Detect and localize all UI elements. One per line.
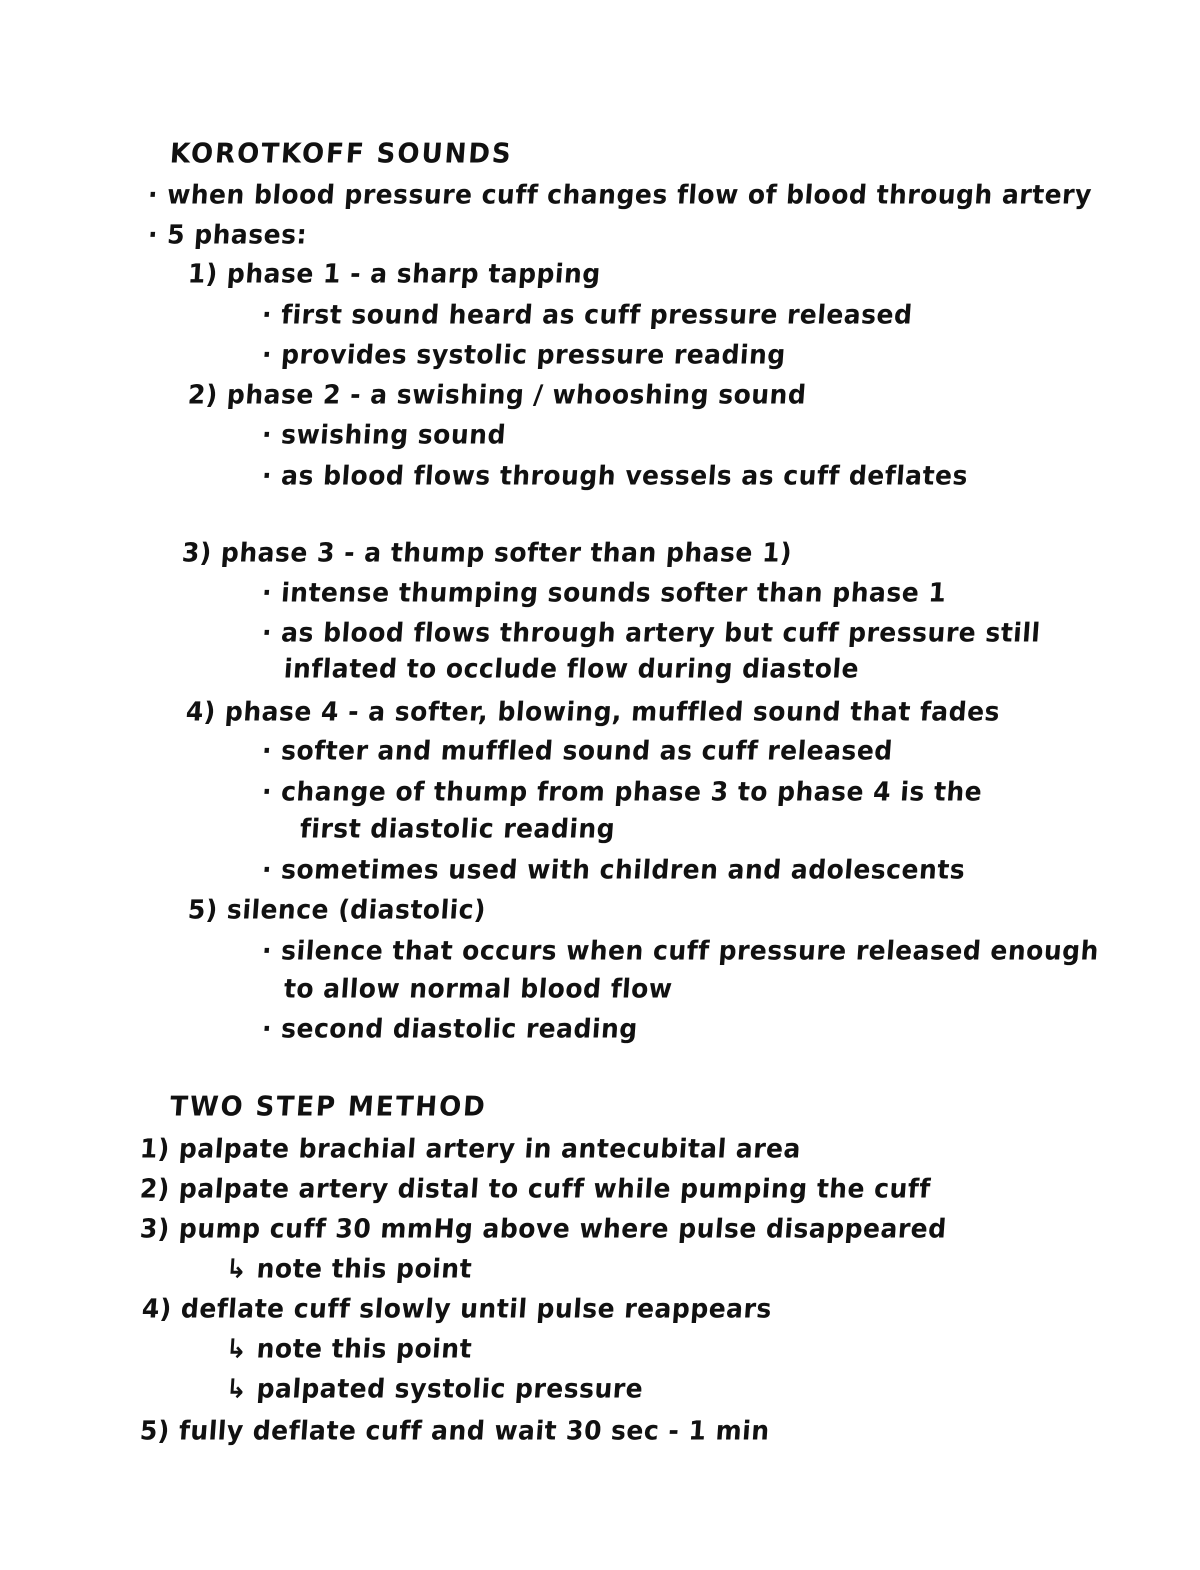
phase4-bullet-1: · softer and muffled sound as cuff released xyxy=(260,735,894,766)
korotkoff-heading: KOROTKOFF SOUNDS xyxy=(168,138,514,170)
korotkoff-intro: · when blood pressure cuff changes flow of blood through artery xyxy=(146,179,1093,210)
phase1-bullet-1: · first sound heard as cuff pressure released xyxy=(260,299,914,330)
two-step-step-3: 3) pump cuff 30 mmHg above where pulse disappeared xyxy=(138,1213,948,1244)
phase3-bullet-2: · as blood flows through artery but cuff pressure still xyxy=(260,617,1042,648)
two-step-step-4-note-2: ↳ palpated systolic pressure xyxy=(224,1373,645,1404)
phase4-title: 4) phase 4 - a softer, blowing, muffled sound that fades xyxy=(184,696,1002,727)
phase5-bullet-1-cont: to allow normal blood flow xyxy=(282,973,674,1004)
phase1-title: 1) phase 1 - a sharp tapping xyxy=(186,258,602,289)
phase5-bullet-2: · second diastolic reading xyxy=(260,1013,639,1044)
two-step-step-5: 5) fully deflate cuff and wait 30 sec - 1 min xyxy=(138,1415,771,1446)
two-step-step-4: 4) deflate cuff slowly until pulse reappears xyxy=(140,1293,773,1324)
two-step-heading: TWO STEP METHOD xyxy=(168,1091,488,1123)
phases-label: · 5 phases: xyxy=(146,219,309,250)
phase1-bullet-2: · provides systolic pressure reading xyxy=(260,339,787,370)
phase2-title: 2) phase 2 - a swishing / whooshing sound xyxy=(186,379,808,410)
two-step-step-3-note: ↳ note this point xyxy=(224,1253,474,1284)
two-step-step-4-note-1: ↳ note this point xyxy=(224,1333,474,1364)
phase4-bullet-3: · sometimes used with children and adolescents xyxy=(260,854,967,885)
phase3-title: 3) phase 3 - a thump softer than phase 1) xyxy=(180,537,794,568)
two-step-step-2: 2) palpate artery distal to cuff while pumping the cuff xyxy=(138,1173,932,1204)
phase4-bullet-2-cont: first diastolic reading xyxy=(298,813,617,844)
phase2-bullet-1: · swishing sound xyxy=(260,419,508,450)
phase3-bullet-2-cont: inflated to occlude flow during diastole xyxy=(282,653,861,684)
phase5-title: 5) silence (diastolic) xyxy=(186,894,488,925)
phase5-bullet-1: · silence that occurs when cuff pressure released enough xyxy=(260,935,1101,966)
phase3-bullet-1: · intense thumping sounds softer than phase 1 xyxy=(260,577,948,608)
phase2-bullet-2: · as blood flows through vessels as cuff deflates xyxy=(260,460,970,491)
two-step-step-1: 1) palpate brachial artery in antecubital area xyxy=(138,1133,803,1164)
phase4-bullet-2: · change of thump from phase 3 to phase 4 is the xyxy=(260,776,984,807)
